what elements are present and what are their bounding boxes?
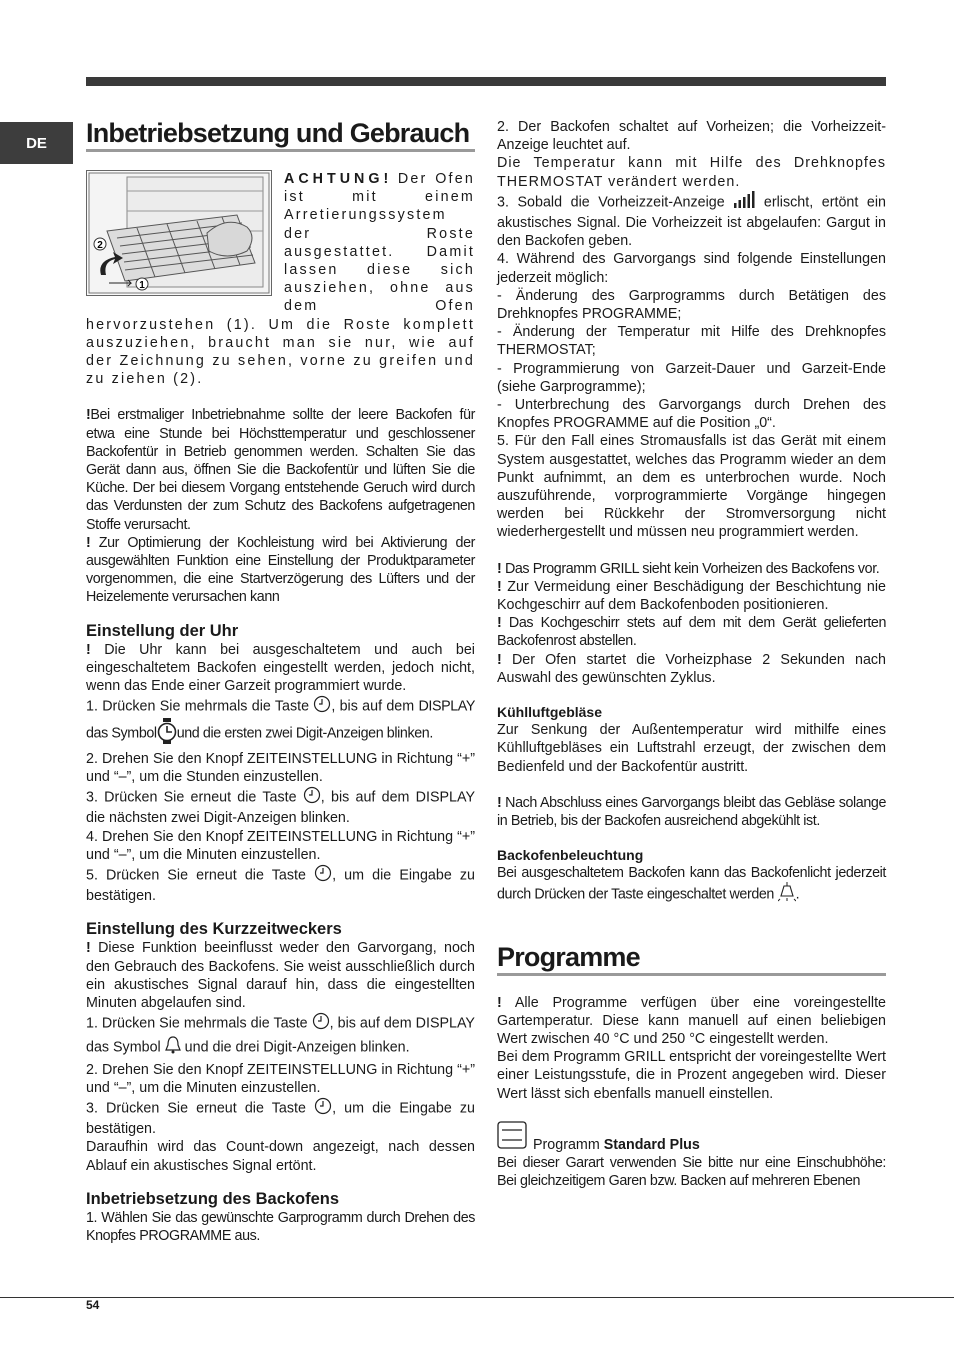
clock-symbol-icon	[157, 718, 177, 749]
clock-button-icon	[314, 864, 332, 887]
achtung-block	[86, 170, 475, 388]
light-text: Bei ausgeschaltetem Backofen kann das Backofenlicht jederzeit durch Drücken der Taste eingeschaltet werden	[497, 865, 886, 903]
clock-note: Die Uhr kann bei ausgeschaltetem und auch bei eingeschaltetem Backofen eingestellt werden, jedoch nicht, wenn das Ende einer Garzeit programmiert wurde.	[86, 641, 475, 695]
note-marker: !	[86, 534, 91, 551]
oven-rack-figure	[86, 170, 272, 296]
note-marker: !	[86, 641, 91, 658]
preheat-step3-b: erlischt, ertönt ein akustisches Signal. Die Vorheizzeit ist abgelaufen: Gargut in den Backofen geben.	[497, 194, 886, 250]
top-bar	[86, 77, 886, 86]
cooking-step4-c: - Programmierung von Garzeit-Dauer und Garzeit-Ende (siehe Garprogramme);	[497, 360, 886, 395]
timer-step1-d: und die drei Digit-Anzeigen blinken.	[184, 1039, 410, 1056]
light-text-end: .	[795, 886, 800, 903]
clock-step1-a: 1. Drücken Sie mehrmals die Taste	[86, 698, 310, 715]
power-failure-step5: 5. Für den Fall eines Stromausfalls ist das Gerät mit einem System ausgestattet, welches das Programm wieder an dem Punkt aufnimmt, an dem es unterbrochen wurde. Noch auszuführende, vorprogrammierte Vorgänge hingegen werden bei Rückkehr der Stromversorgung nicht wiederhergestellt und müssen neu programmiert werden.	[497, 433, 886, 541]
programme-item-name: Standard Plus	[603, 1136, 700, 1153]
preheat-step3-a: 3. Sobald die Vorheizzeit-Anzeige	[497, 194, 725, 211]
note-first-use: Bei erstmaliger Inbetriebnahme sollte der leere Backofen für etwa eine Stunde bei Höchsttemperatur und geschlossener Backofentür in Betrieb genommen werden. Schalten Sie das Gerät dann aus, öffnen Sie die Backofentür und lüften Sie die Küche. Der bei diesem Vorgang entstehende Geruch wird durch das Verdunsten der zum Schutz des Backofens aufgetragenen Stoffe verursacht.	[86, 407, 475, 533]
note-marker: !	[497, 560, 502, 577]
programme-item	[497, 1121, 886, 1154]
note-marker: !	[86, 940, 91, 957]
figure-label-2: 2	[97, 240, 103, 251]
preheat-step2b: Die Temperatur kann mit Hilfe des Drehknopfes THERMOSTAT verändert werden.	[497, 155, 886, 190]
clock-step2: 2. Drehen Sie den Knopf ZEITEINSTELLUNG in Richtung “+” und “–”, um die Stunden einzustellen.	[86, 750, 475, 785]
clock-button-icon	[303, 786, 321, 809]
clock-button-icon	[314, 1097, 332, 1120]
clock-button-icon	[313, 695, 331, 718]
note-preheat: Der Ofen startet die Vorheizphase 2 Sekunden nach Auswahl des gewünschten Zyklus.	[497, 651, 886, 686]
note-coating: Zur Vermeidung einer Beschädigung der Beschichtung nie Kochgeschirr auf dem Backofenboden positionieren.	[497, 578, 886, 614]
clock-step5-a: 5. Drücken Sie erneut die Taste	[86, 867, 306, 884]
programme-note: Alle Programme verfügen über eine voreingestellte Gartemperatur. Diese kann manuell auf einen beliebigen Wert zwischen 40 °C und 250 °C eingestellt werden.	[497, 994, 887, 1047]
clock-step3-a: 3. Drücken Sie erneut die Taste	[86, 789, 297, 806]
programme-grill: Bei dem Programm GRILL entspricht der voreingestellte Wert einer Leistungsstufe, die in Prozent angegeben wird. Dieser Wert lässt sich ebenfalls manuell einstellen.	[497, 1049, 886, 1102]
clock-step1-b: , bis auf dem	[331, 698, 415, 715]
preheat-step2: 2. Der Backofen schaltet auf Vorheizen; die Vorheizzeit-Anzeige leuchtet auf.	[497, 119, 886, 154]
cooking-step4: 4. Während des Garvorgangs sind folgende Einstellungen jederzeit möglich:	[497, 251, 886, 286]
note-marker: !	[497, 794, 502, 811]
page-title: Inbetriebsetzung und Gebrauch	[86, 118, 475, 152]
clock-step3-b: , bis auf dem DISPLAY die nächsten zwei Digit-Anzeigen blinken.	[86, 789, 476, 827]
clock-step1-c: DISPLAY das Symbol	[86, 698, 475, 742]
cooking-step4-d: - Unterbrechung des Garvorgangs durch Drehen des Knopfes PROGRAMME auf die Position „0“.	[497, 397, 886, 432]
lamp-icon	[778, 882, 796, 907]
clock-step1-d: und die ersten zwei Digit-Anzeigen blinken.	[176, 725, 433, 742]
timer-step1-a: 1. Drücken Sie mehrmals die Taste	[86, 1015, 308, 1032]
note-marker: !	[497, 651, 502, 668]
programme-title: Programme	[497, 942, 886, 976]
timer-step1-b: , bis auf dem	[329, 1015, 412, 1032]
fan-heading: Kühlluftgebläse	[497, 704, 603, 721]
achtung-text: Der Ofen ist mit einem Arretierungssystem der Roste ausgestattet. Damit lassen diese sich ausziehen, ohne aus dem Ofen hervorzustehen (1). Um die Roste komplett auszuziehen, braucht man sie nur, wie auf der Zeichnung zu sehen, vorne zu greifen und zu ziehen (2).	[86, 171, 475, 388]
cooking-step4-b: - Änderung der Temperatur mit Hilfe des Drehknopfes THERMOSTAT;	[497, 324, 886, 359]
clock-step5-b: , um die Eingabe zu bestätigen.	[86, 867, 475, 905]
timer-step2: 2. Drehen Sie den Knopf ZEITEINSTELLUNG in Richtung “+” und “–”, um die Minuten einzustellen.	[86, 1061, 475, 1096]
timer-step3-a: 3. Drücken Sie erneut die Taste	[86, 1100, 306, 1117]
programme-item-prefix: Programm	[533, 1136, 600, 1153]
fan-text: Zur Senkung der Außentemperatur wird mithilfe eines Kühlluftgebläses ein Luftstrahl erzeugt, der zwischen dem Bedienfeld und der Backofentür austritt.	[497, 722, 886, 775]
left-column	[86, 118, 475, 1245]
timer-note: Diese Funktion beeinflusst weder den Garvorgang, noch den Gebrauch des Backofens. Sie weist ausschließlich durch ein akustisches Signal darauf hin, dass die eingestellten Minuten abgelaufen sind.	[86, 940, 475, 1011]
timer-heading: Einstellung des Kurzzeitweckers	[86, 920, 342, 939]
figure-label-1: 1	[139, 280, 145, 291]
footer-rule	[0, 1297, 954, 1298]
note-marker: !	[497, 615, 502, 632]
bell-icon	[165, 1035, 181, 1060]
fan-note: Nach Abschluss eines Garvorgangs bleibt das Gebläse solange in Betrieb, bis der Backofen ausreichend abgekühlt ist.	[497, 794, 886, 829]
standard-plus-icon	[497, 1121, 527, 1154]
timer-step3-b: , um die Eingabe zu bestätigen.	[86, 1100, 475, 1138]
clock-step4: 4. Drehen Sie den Knopf ZEITEINSTELLUNG in Richtung “+” und “–”, um die Minuten einzustellen.	[86, 828, 475, 863]
note-grill: Das Programm GRILL sieht kein Vorheizen des Backofens vor.	[504, 560, 880, 577]
right-column	[497, 118, 886, 1190]
timer-step4: Daraufhin wird das Count-down angezeigt, nach dessen Ablauf ein akustisches Signal ertönt.	[86, 1139, 475, 1174]
light-heading: Backofenbeleuchtung	[497, 847, 644, 864]
cooking-step4-a: - Änderung des Garprogramms durch Betätigen des Drehknopfes PROGRAMME;	[497, 287, 886, 323]
note-marker: !	[497, 994, 502, 1011]
note-marker: !	[497, 578, 502, 595]
note-rack: Das Kochgeschirr stets auf dem mit dem Gerät gelieferten Backofenrost abstellen.	[497, 615, 886, 650]
note-marker: !	[86, 407, 91, 424]
programme-item-text: Bei dieser Garart verwenden Sie bitte nur eine Einschubhöhe: Bei gleichzeitigem Garen bzw. Backen auf mehreren Ebenen	[497, 1154, 886, 1190]
page-number: 54	[86, 1298, 100, 1312]
note-optimization: Zur Optimierung der Kochleistung wird bei Aktivierung der ausgewählten Funktion eine Einstellung der Produktparameter vorgenommen, die eine Startverzögerung des Lüfters und der Heizelemente verursachen kann	[86, 534, 475, 606]
clock-button-icon	[312, 1012, 330, 1035]
preheat-bars-icon	[733, 191, 755, 214]
achtung-label: ACHTUNG!	[284, 171, 393, 187]
start-heading: Inbetriebsetzung des Backofens	[86, 1189, 340, 1208]
clock-heading: Einstellung der Uhr	[86, 621, 239, 640]
language-tab: DE	[0, 122, 73, 164]
timer-step1-c: DISPLAY das Symbol	[86, 1015, 475, 1056]
start-step1: 1. Wählen Sie das gewünschte Garprogramm durch Drehen des Knopfes PROGRAMME aus.	[86, 1209, 475, 1244]
